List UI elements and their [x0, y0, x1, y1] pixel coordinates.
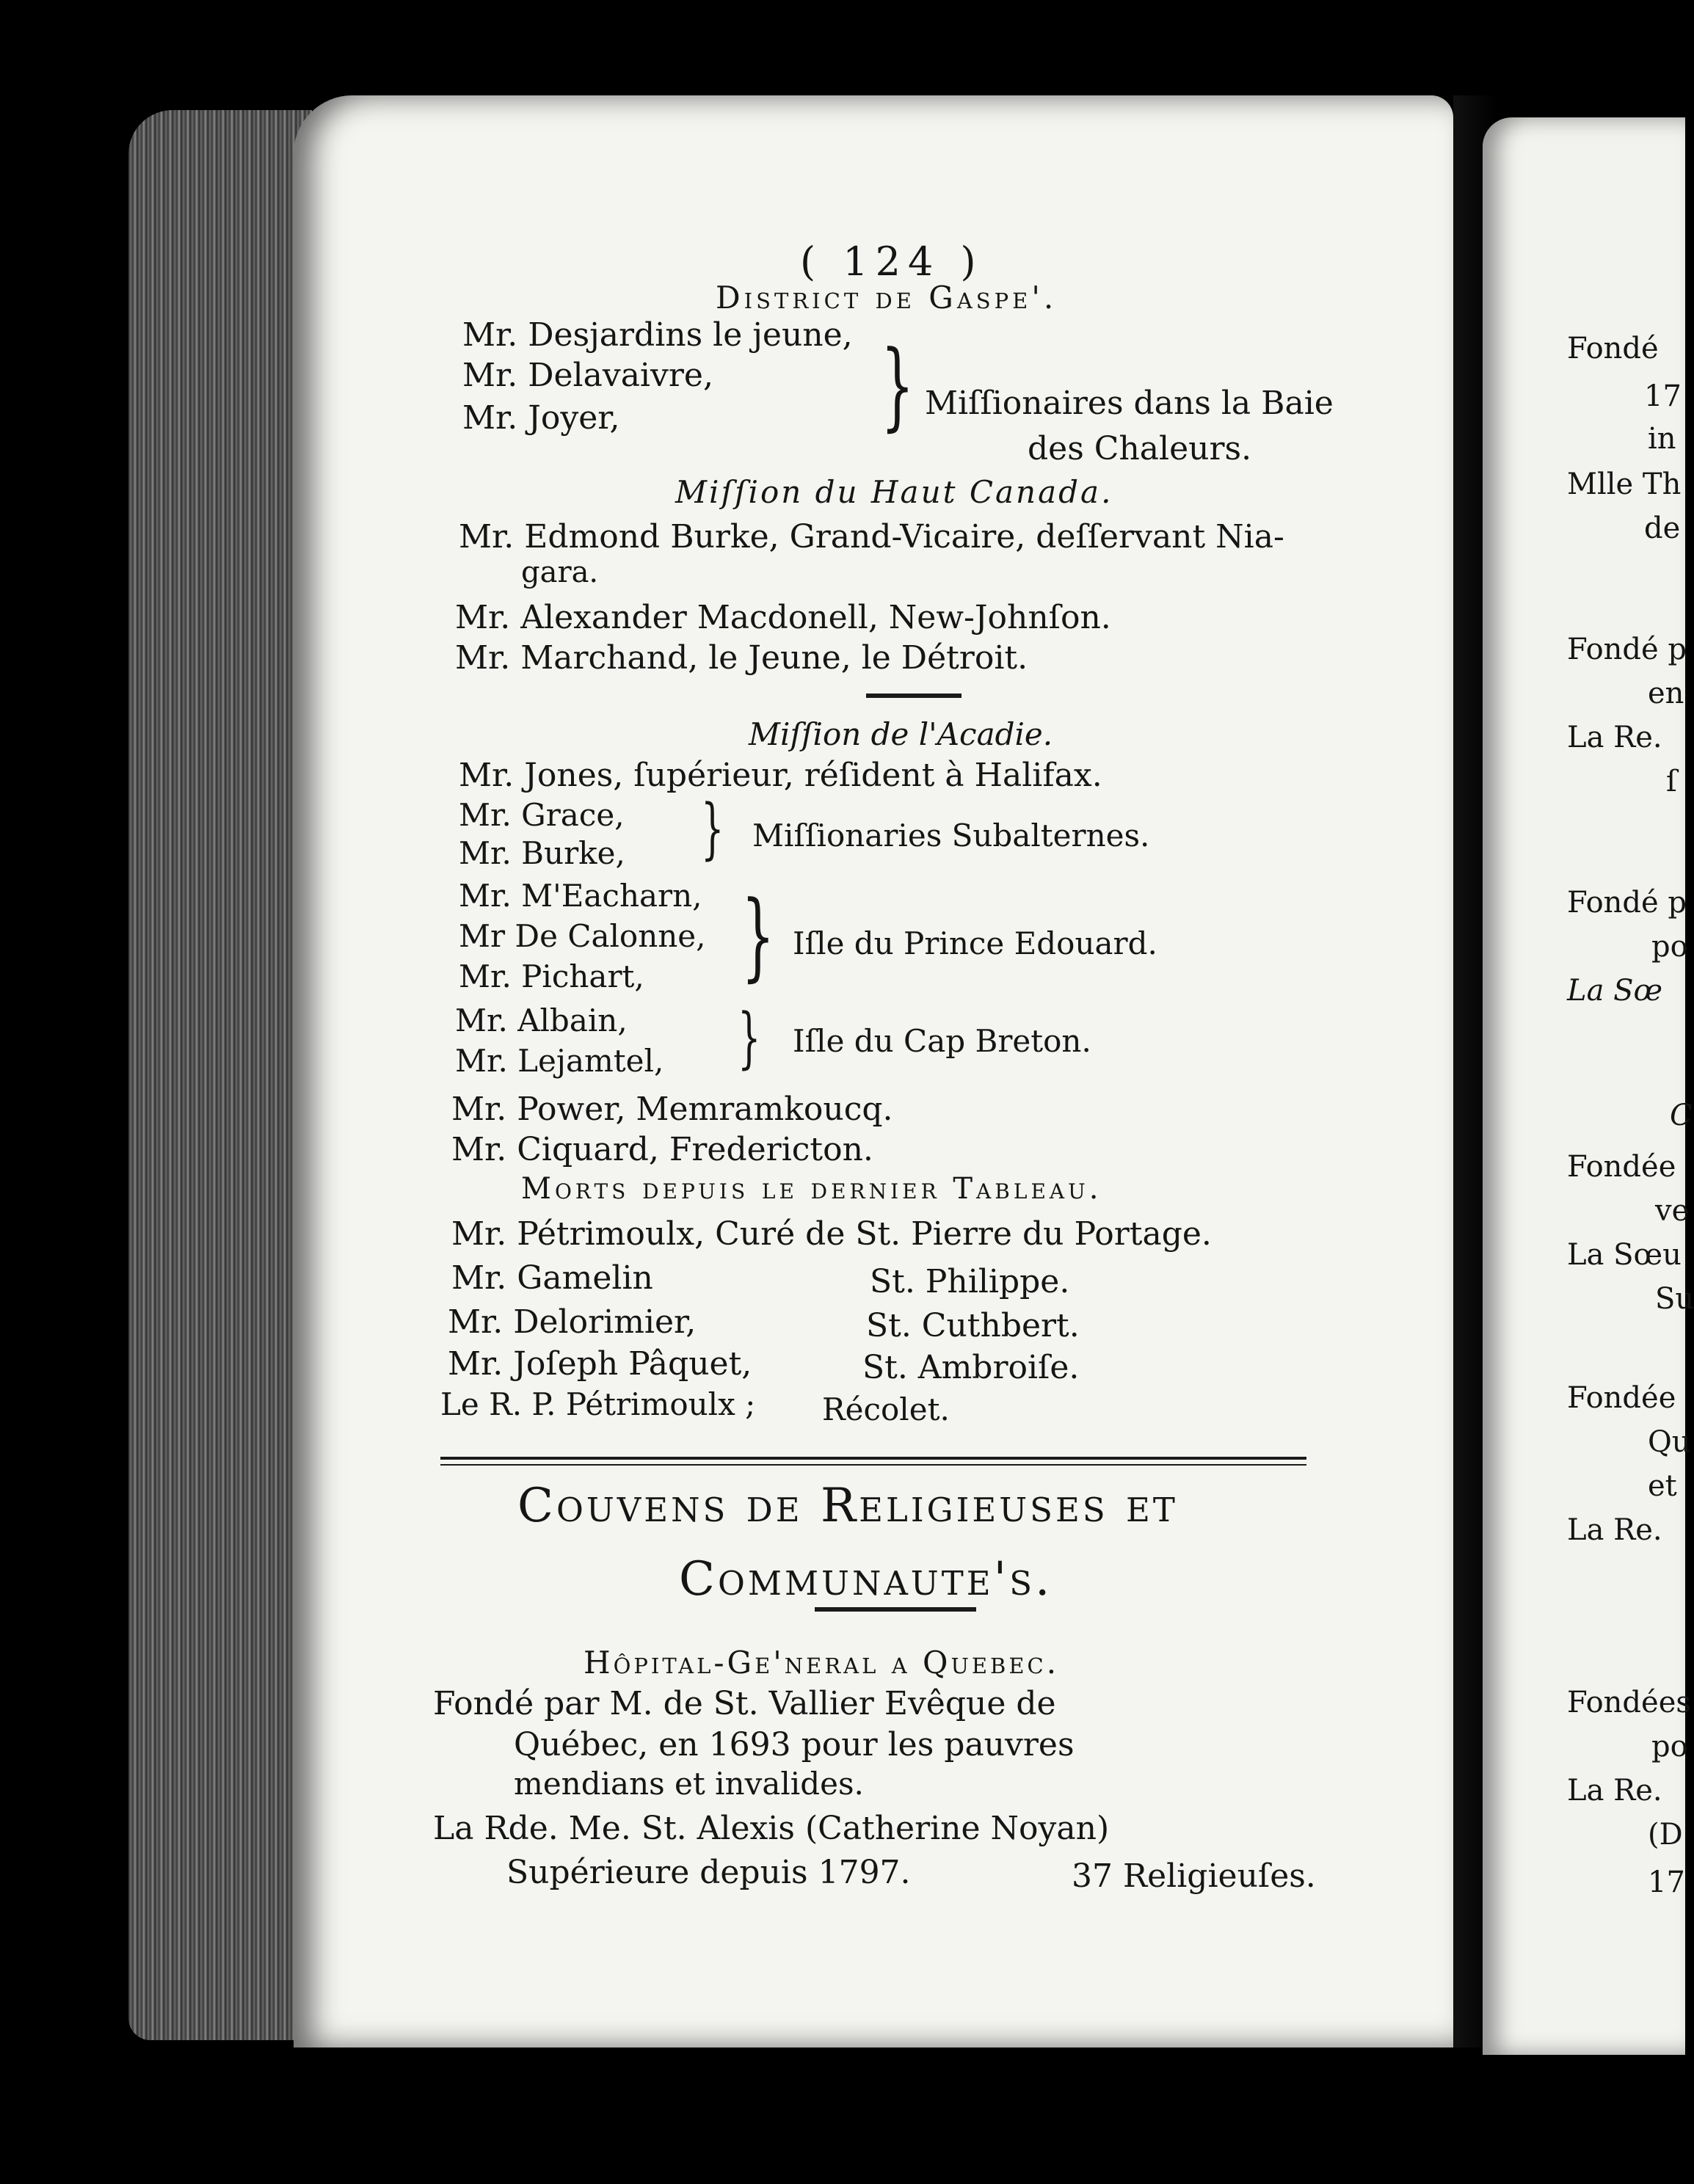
gaspe-line: Mr. Joyer, — [462, 399, 620, 437]
right-page-fragment: Fondé p — [1567, 886, 1687, 920]
right-page-fragment: La Sœu — [1567, 1238, 1682, 1272]
right-page-fragment: po — [1651, 1730, 1688, 1763]
hopital-count: 37 Religieuſes. — [1072, 1857, 1316, 1895]
morts-place: St. Philippe. — [870, 1263, 1070, 1300]
hopital-since: Supérieure depuis 1797. — [506, 1854, 911, 1891]
section-divider — [815, 1607, 976, 1612]
right-page-fragment: po — [1651, 930, 1688, 964]
right-page-fragment: La Re. — [1567, 721, 1662, 754]
gaspe-line: Mr. Delavaivre, — [462, 357, 713, 394]
morts-place: St. Ambroiſe. — [862, 1349, 1080, 1386]
right-page-fragment: Fondées — [1567, 1686, 1691, 1719]
right-page-fragment: Fondé p — [1567, 633, 1687, 666]
left-page — [294, 95, 1453, 2048]
acadie-brace: } — [701, 790, 724, 867]
right-page-fragment: Mlle Th — [1567, 467, 1682, 501]
hopital-heading: Hôpital-Ge'neral a Quebec. — [584, 1645, 1060, 1681]
right-page-partial — [1483, 117, 1694, 2055]
right-page-fragment: en — [1648, 677, 1684, 710]
right-page-fragment: ve — [1655, 1194, 1690, 1228]
morts-heading: Morts depuis le dernier Tableau. — [521, 1172, 1102, 1206]
acadie-brace: } — [741, 880, 775, 991]
right-page-fragment: La Re. — [1567, 1774, 1662, 1808]
haut-canada-line: Mr. Edmond Burke, Grand-Vicaire, deſſervant Nia- — [459, 518, 1284, 556]
acadie-group-line: Mr. Burke, — [459, 835, 625, 871]
couvens-title: Couvens de Religieuses et — [517, 1479, 1178, 1533]
right-page-fragment: Fondée — [1567, 1381, 1676, 1415]
right-page-fragment: La Sœ — [1567, 974, 1663, 1008]
morts-place: St. Cuthbert. — [866, 1307, 1080, 1344]
right-page-fragment: 17 — [1644, 379, 1682, 413]
right-page-fragment: (D — [1648, 1818, 1683, 1852]
acadie-line: Mr. Ciquard, Fredericton. — [451, 1131, 873, 1168]
gaspe-line: Mr. Desjardins le jeune, — [462, 316, 853, 354]
acadie-note: Iſle du Cap Breton. — [793, 1023, 1091, 1059]
right-page-fragment: 17 — [1648, 1866, 1685, 1899]
acadie-group-line: Mr. Pichart, — [459, 958, 644, 994]
right-page-fragment: La Re. — [1567, 1513, 1662, 1547]
haut-canada-heading: Miſſion du Haut Canada. — [675, 474, 1113, 510]
double-rule — [440, 1457, 1306, 1460]
double-rule — [440, 1464, 1306, 1466]
page-edges — [128, 110, 312, 2040]
morts-name: Mr. Gamelin — [451, 1259, 653, 1297]
right-page-fragment: de — [1644, 512, 1681, 545]
right-page-fragment: Fondé — [1567, 332, 1659, 365]
acadie-note: Miſſionaries Subalternes. — [752, 818, 1150, 853]
right-page-fragment: Su — [1655, 1282, 1694, 1316]
acadie-line: Mr. Power, Memramkoucq. — [451, 1091, 893, 1128]
district-gaspe-heading: District de Gaspe'. — [716, 280, 1058, 316]
acadie-group-line: Mr. M'Eacharn, — [459, 878, 702, 914]
acadie-note: Iſle du Prince Edouard. — [793, 925, 1157, 961]
gaspe-brace: } — [881, 330, 915, 441]
acadie-group-line: Mr. Albain, — [455, 1002, 628, 1038]
acadie-group-line: Mr. Lejamtel, — [455, 1043, 664, 1079]
hopital-superior: La Rde. Me. St. Alexis (Catherine Noyan) — [433, 1810, 1110, 1847]
gaspe-note: Miſſionaires dans la Baie — [925, 385, 1334, 422]
section-divider — [866, 694, 961, 698]
morts-name: Mr. Delorimier, — [448, 1303, 697, 1341]
morts-name: Le R. P. Pétrimoulx ; — [440, 1386, 756, 1422]
acadie-group-line: Mr. Grace, — [459, 797, 625, 833]
right-page-fragment: et — [1648, 1469, 1677, 1503]
morts-line: Mr. Pétrimoulx, Curé de St. Pierre du Portage. — [451, 1215, 1212, 1253]
acadie-group-line: Mr De Calonne, — [459, 918, 706, 954]
hopital-line: mendians et invalides. — [514, 1766, 864, 1802]
couvens-title: Communaute's. — [679, 1552, 1053, 1606]
gaspe-note: des Chaleurs. — [1028, 430, 1252, 467]
morts-place: Récolet. — [822, 1391, 950, 1427]
haut-canada-line: gara. — [521, 556, 599, 589]
hopital-line: Québec, en 1693 pour les pauvres — [514, 1726, 1075, 1763]
acadie-brace: } — [738, 1000, 761, 1077]
page-number: ( 124 ) — [800, 239, 984, 285]
haut-canada-line: Mr. Alexander Macdonell, New-Johnſon. — [455, 599, 1111, 636]
acadie-line: Mr. Jones, ſupérieur, réſident à Halifax. — [459, 757, 1102, 794]
right-page-fragment: in — [1648, 422, 1676, 456]
acadie-heading: Miſſion de l'Acadie. — [749, 716, 1053, 752]
right-page-fragment: ſ — [1666, 765, 1677, 798]
morts-name: Mr. Joſeph Pâquet, — [448, 1345, 752, 1383]
haut-canada-line: Mr. Marchand, le Jeune, le Détroit. — [455, 639, 1028, 677]
right-page-fragment: Fondée — [1567, 1150, 1676, 1184]
right-page-fragment: Qu — [1648, 1425, 1691, 1459]
right-page-fragment: C — [1670, 1099, 1693, 1132]
hopital-line: Fondé par M. de St. Vallier Evêque de — [433, 1685, 1056, 1722]
